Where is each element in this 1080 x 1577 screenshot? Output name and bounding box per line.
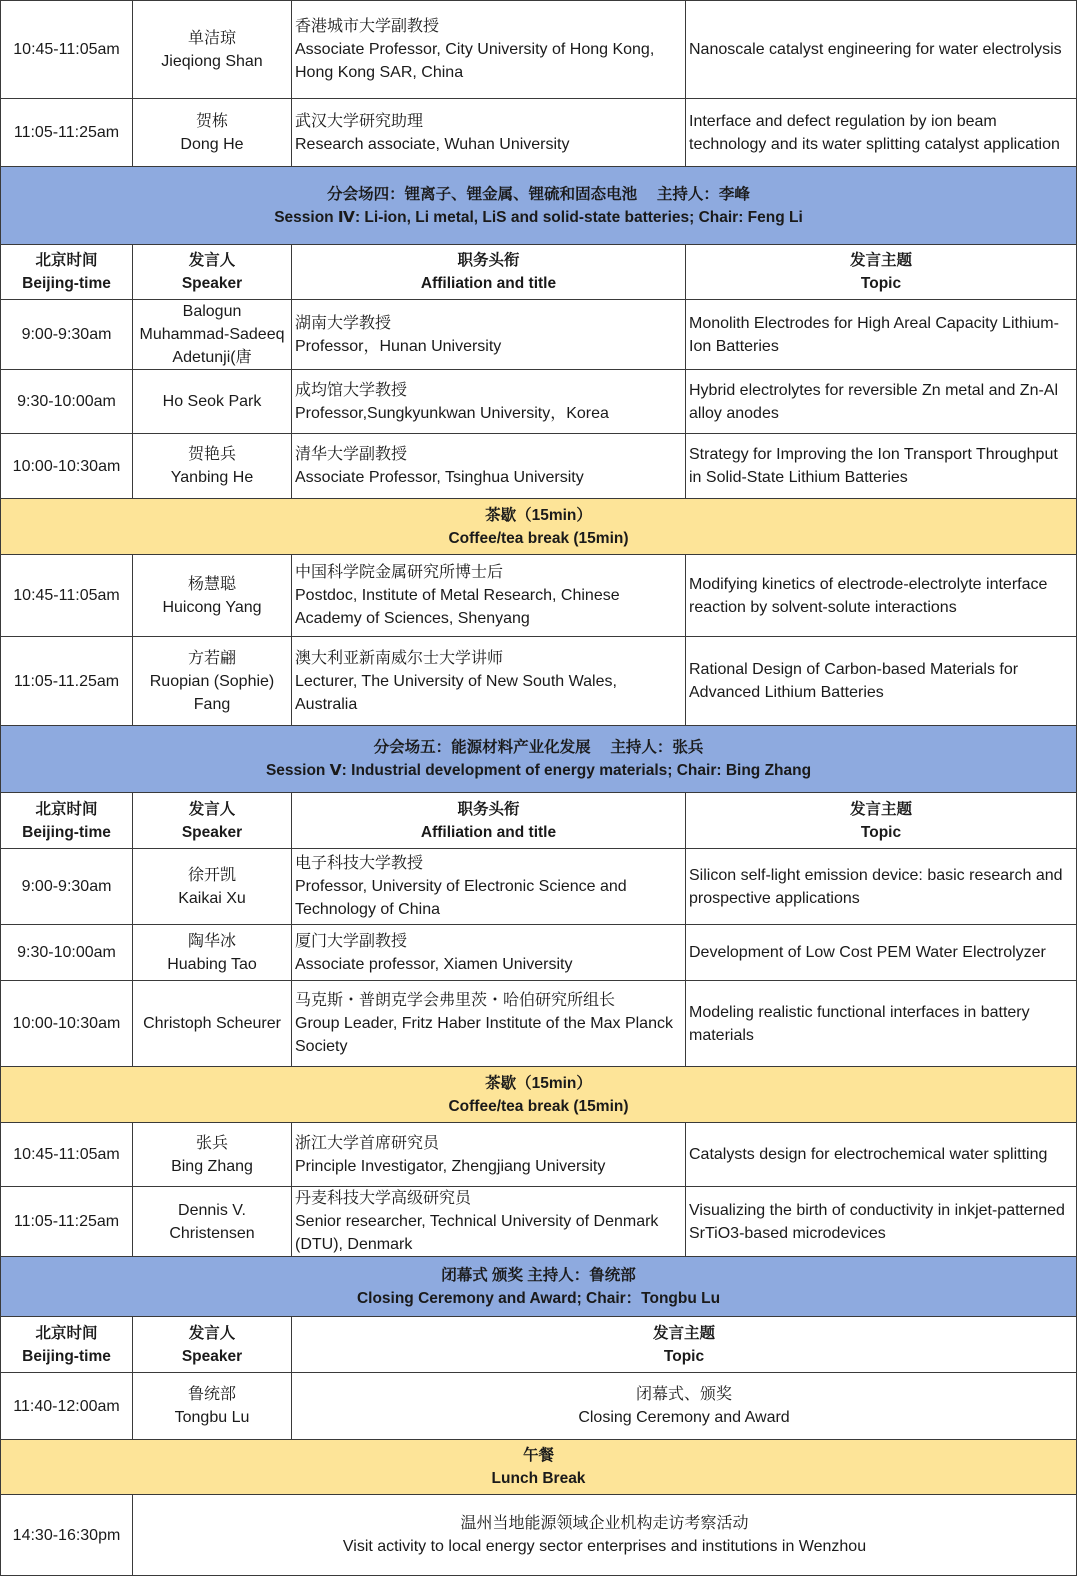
- speaker-name-en: Jieqiong Shan: [161, 52, 263, 70]
- col-header-time-en: Beijing-time: [22, 1347, 111, 1365]
- col-header-affiliation: [292, 245, 686, 300]
- topic-cell: Monolith Electrodes for High Areal Capacity Lithium-Ion Batteries: [686, 300, 1077, 370]
- speaker-cell: [133, 1373, 292, 1440]
- col-header-time: [1, 1317, 133, 1373]
- col-header-speaker-zh: 发言人: [188, 800, 236, 818]
- speaker-cell: [133, 434, 292, 499]
- table-row: [1, 1495, 1077, 1576]
- topic-cell: Modeling realistic functional interfaces in battery materials: [686, 981, 1077, 1067]
- col-header-topic-zh: 发言主题: [849, 252, 912, 269]
- visit-activity-zh: 温州当地能源领域企业机构走访考察活动: [460, 1515, 749, 1532]
- time-cell: 11:05-11:25am: [1, 99, 133, 167]
- affiliation-en: Principle Investigator, Zhengjiang University: [295, 1157, 606, 1175]
- speaker-cell: [133, 300, 292, 370]
- topic-cell: Hybrid electrolytes for reversible Zn metal and Zn-Al alloy anodes: [686, 370, 1077, 434]
- visit-activity-en: Visit activity to local energy sector enterprises and institutions in Wenzhou: [342, 1538, 867, 1555]
- session-title: [1, 1257, 1077, 1317]
- session-title-zh: 分会场四：锂离子、锂金属、锂硫和固态电池 主持人：李峰: [327, 185, 750, 203]
- col-header-affiliation: [292, 793, 686, 849]
- speaker-cell: [133, 99, 292, 167]
- speaker-name-zh: 鲁统部: [187, 1386, 236, 1403]
- speaker-name-zh: 陶华冰: [187, 932, 236, 950]
- col-header-topic-zh: 发言主题: [652, 1324, 715, 1342]
- break-label-zh: 茶歇（15min）: [485, 506, 592, 524]
- table-row: [1, 981, 1077, 1067]
- table-row: [1, 555, 1077, 637]
- table-row: [1, 1187, 1077, 1257]
- col-header-affiliation-zh: 职务头衔: [457, 252, 520, 269]
- lunch-break: [1, 1440, 1077, 1495]
- affiliation-zh: 湖南大学教授: [295, 314, 392, 332]
- col-header-affiliation-zh: 职务头衔: [457, 800, 520, 818]
- session-title-en: Session Ⅳ: Li-ion, Li metal, LiS and solid-state batteries; Chair: Feng Li: [274, 208, 803, 226]
- affiliation-cell: [292, 1123, 686, 1187]
- speaker-name-en: Yanbing He: [170, 469, 254, 486]
- session-header-4: [1, 167, 1077, 245]
- speaker-name-en: Ruopian (Sophie) Fang: [149, 672, 275, 713]
- col-header-time: [1, 245, 133, 300]
- col-header-topic: [292, 1317, 1077, 1373]
- affiliation-zh: 中国科学院金属研究所博士后: [295, 564, 504, 581]
- coffee-break-row: [1, 1067, 1077, 1123]
- affiliation-cell: [292, 300, 686, 370]
- topic-cell: [292, 1373, 1077, 1440]
- col-header-speaker-zh: 发言人: [188, 1324, 236, 1342]
- speaker-name-zh: 徐开凯: [187, 866, 236, 884]
- affiliation-zh: 清华大学副教授: [295, 446, 408, 463]
- speaker-name-en: Balogun Muhammad-Sadeeq Adetunji(唐: [139, 303, 285, 366]
- affiliation-zh: 香港城市大学副教授: [295, 18, 440, 35]
- affiliation-en: Postdoc, Institute of Metal Research, Chinese Academy of Sciences, Shenyang: [295, 587, 620, 627]
- coffee-break: [1, 1067, 1077, 1123]
- speaker-name-en: Dong He: [180, 135, 244, 153]
- speaker-name-en: Ho Seok Park: [162, 393, 262, 410]
- visit-activity-cell: [133, 1495, 1077, 1576]
- affiliation-en: Associate Professor, Tsinghua University: [295, 469, 584, 486]
- session-title-zh: 分会场五：能源材料产业化发展 主持人：张兵: [373, 739, 704, 756]
- col-header-speaker-en: Speaker: [181, 823, 243, 841]
- col-header-time-en: Beijing-time: [22, 275, 111, 292]
- speaker-name-zh: 张兵: [195, 1134, 228, 1152]
- col-header-speaker: [133, 245, 292, 300]
- column-header-row: [1, 1317, 1077, 1373]
- column-header-row: [1, 245, 1077, 300]
- affiliation-en: Professor,Sungkyunkwan University，Korea: [295, 404, 609, 422]
- affiliation-en: Associate Professor, City University of Hong Kong, Hong Kong SAR, China: [295, 41, 655, 81]
- table-row: [1, 849, 1077, 925]
- affiliation-cell: [292, 555, 686, 637]
- break-label-en: Coffee/tea break (15min): [448, 1097, 629, 1115]
- speaker-name-zh: 贺栋: [195, 112, 228, 130]
- table-row: [1, 99, 1077, 167]
- col-header-speaker-en: Speaker: [181, 275, 243, 292]
- time-cell: 14:30-16:30pm: [1, 1495, 133, 1576]
- affiliation-en: Associate professor, Xiamen University: [295, 955, 573, 973]
- time-cell: 9:00-9:30am: [1, 300, 133, 370]
- affiliation-zh: 丹麦科技大学高级研究员: [295, 1190, 472, 1207]
- speaker-cell: [133, 981, 292, 1067]
- col-header-time: [1, 793, 133, 849]
- topic-zh: 闭幕式、颁奖: [635, 1386, 732, 1403]
- speaker-cell: [133, 1, 292, 99]
- table-row: [1, 925, 1077, 981]
- table-row: [1, 300, 1077, 370]
- col-header-topic-en: Topic: [860, 275, 902, 292]
- speaker-name-zh: 贺艳兵: [187, 446, 236, 463]
- affiliation-zh: 浙江大学首席研究员: [295, 1134, 440, 1152]
- speaker-name-en: Kaikai Xu: [178, 889, 246, 907]
- time-cell: 11:40-12:00am: [1, 1373, 133, 1440]
- time-cell: 9:00-9:30am: [1, 849, 133, 925]
- affiliation-zh: 厦门大学副教授: [295, 932, 408, 950]
- time-cell: 11:05-11:25am: [1, 1187, 133, 1257]
- speaker-name-en: Bing Zhang: [171, 1157, 253, 1175]
- col-header-time-zh: 北京时间: [35, 252, 98, 269]
- lunch-break-row: [1, 1440, 1077, 1495]
- col-header-topic: [686, 793, 1077, 849]
- topic-cell: Catalysts design for electrochemical water splitting: [686, 1123, 1077, 1187]
- lunch-label-zh: 午餐: [522, 1447, 554, 1464]
- affiliation-en: Lecturer, The University of New South Wales, Australia: [295, 672, 617, 713]
- speaker-name-en: Huabing Tao: [167, 955, 257, 973]
- table-row: [1, 637, 1077, 726]
- column-header-row: [1, 793, 1077, 849]
- speaker-name-en: Christoph Scheurer: [143, 1015, 281, 1032]
- speaker-cell: [133, 1123, 292, 1187]
- speaker-cell: [133, 637, 292, 726]
- col-header-speaker-zh: 发言人: [188, 252, 236, 269]
- speaker-name-zh: 方若翩: [187, 649, 236, 667]
- affiliation-cell: [292, 99, 686, 167]
- session-title-zh: 闭幕式 颁奖 主持人：鲁统部: [441, 1266, 636, 1284]
- affiliation-zh: 马克斯・普朗克学会弗里茨・哈伯研究所组长: [295, 992, 616, 1009]
- affiliation-cell: [292, 637, 686, 726]
- coffee-break-row: [1, 499, 1077, 555]
- speaker-name-zh: 杨慧聪: [187, 575, 236, 593]
- time-cell: 9:30-10:00am: [1, 370, 133, 434]
- topic-cell: Visualizing the birth of conductivity in inkjet-patterned SrTiO3-based microdevices: [686, 1187, 1077, 1257]
- topic-cell: Modifying kinetics of electrode-electrolyte interface reaction by solvent-solute interactions: [686, 555, 1077, 637]
- table-row: [1, 1373, 1077, 1440]
- affiliation-cell: [292, 925, 686, 981]
- col-header-affiliation-en: Affiliation and title: [420, 823, 557, 841]
- col-header-speaker-en: Speaker: [181, 1347, 243, 1365]
- affiliation-zh: 澳大利亚新南威尔士大学讲师: [295, 649, 504, 667]
- topic-en: Closing Ceremony and Award: [578, 1409, 790, 1426]
- affiliation-en: Research associate, Wuhan University: [295, 135, 570, 153]
- affiliation-en: Professor, University of Electronic Science and Technology of China: [295, 878, 627, 918]
- table-row: [1, 434, 1077, 499]
- affiliation-en: Group Leader, Fritz Haber Institute of the Max Planck Society: [295, 1015, 673, 1055]
- affiliation-cell: [292, 1187, 686, 1257]
- table-row: [1, 370, 1077, 434]
- session-title-en: Closing Ceremony and Award; Chair：Tongbu Lu: [356, 1289, 721, 1307]
- speaker-cell: [133, 555, 292, 637]
- speaker-name-en: Tongbu Lu: [174, 1409, 250, 1426]
- topic-cell: Rational Design of Carbon-based Materials for Advanced Lithium Batteries: [686, 637, 1077, 726]
- affiliation-zh: 成均馆大学教授: [295, 381, 408, 399]
- topic-cell: Interface and defect regulation by ion beam technology and its water splitting catalyst application: [686, 99, 1077, 167]
- col-header-topic-zh: 发言主题: [849, 800, 912, 818]
- affiliation-en: Professor，Hunan University: [295, 337, 502, 355]
- speaker-cell: [133, 1187, 292, 1257]
- col-header-topic-en: Topic: [860, 823, 902, 841]
- time-cell: 9:30-10:00am: [1, 925, 133, 981]
- affiliation-cell: [292, 370, 686, 434]
- session-header-5: [1, 726, 1077, 793]
- lunch-label-en: Lunch Break: [491, 1470, 586, 1487]
- affiliation-en: Senior researcher, Technical University of Denmark (DTU), Denmark: [295, 1213, 659, 1253]
- topic-cell: Strategy for Improving the Ion Transport Throughput in Solid-State Lithium Batteries: [686, 434, 1077, 499]
- coffee-break: [1, 499, 1077, 555]
- affiliation-cell: [292, 849, 686, 925]
- break-label-zh: 茶歇（15min）: [485, 1074, 592, 1092]
- table-row: [1, 1, 1077, 99]
- time-cell: 10:45-11:05am: [1, 1123, 133, 1187]
- break-label-en: Coffee/tea break (15min): [448, 529, 629, 547]
- speaker-cell: [133, 370, 292, 434]
- col-header-affiliation-en: Affiliation and title: [420, 275, 557, 292]
- col-header-topic: [686, 245, 1077, 300]
- affiliation-cell: [292, 434, 686, 499]
- time-cell: 10:45-11:05am: [1, 555, 133, 637]
- time-cell: 10:00-10:30am: [1, 981, 133, 1067]
- speaker-name-en: Dennis V. Christensen: [169, 1201, 255, 1242]
- session-title: [1, 167, 1077, 245]
- col-header-topic-en: Topic: [663, 1347, 705, 1365]
- affiliation-zh: 武汉大学研究助理: [295, 112, 424, 130]
- speaker-name-en: Huicong Yang: [162, 598, 262, 616]
- time-cell: 11:05-11.25am: [1, 637, 133, 726]
- col-header-time-en: Beijing-time: [22, 823, 111, 841]
- col-header-speaker: [133, 1317, 292, 1373]
- affiliation-cell: [292, 981, 686, 1067]
- time-cell: 10:45-11:05am: [1, 1, 133, 99]
- speaker-cell: [133, 849, 292, 925]
- speaker-cell: [133, 925, 292, 981]
- topic-cell: Silicon self-light emission device: basic research and prospective applications: [686, 849, 1077, 925]
- affiliation-zh: 电子科技大学教授: [295, 855, 424, 872]
- session-title: [1, 726, 1077, 793]
- col-header-speaker: [133, 793, 292, 849]
- speaker-name-zh: 单洁琼: [187, 29, 236, 47]
- affiliation-cell: [292, 1, 686, 99]
- topic-cell: Nanoscale catalyst engineering for water electrolysis: [686, 1, 1077, 99]
- session-title-en: Session Ⅴ: Industrial development of energy materials; Chair: Bing Zhang: [265, 762, 812, 779]
- closing-header: [1, 1257, 1077, 1317]
- topic-cell: Development of Low Cost PEM Water Electrolyzer: [686, 925, 1077, 981]
- table-row: [1, 1123, 1077, 1187]
- col-header-time-zh: 北京时间: [35, 800, 98, 818]
- col-header-time-zh: 北京时间: [35, 1324, 98, 1342]
- time-cell: 10:00-10:30am: [1, 434, 133, 499]
